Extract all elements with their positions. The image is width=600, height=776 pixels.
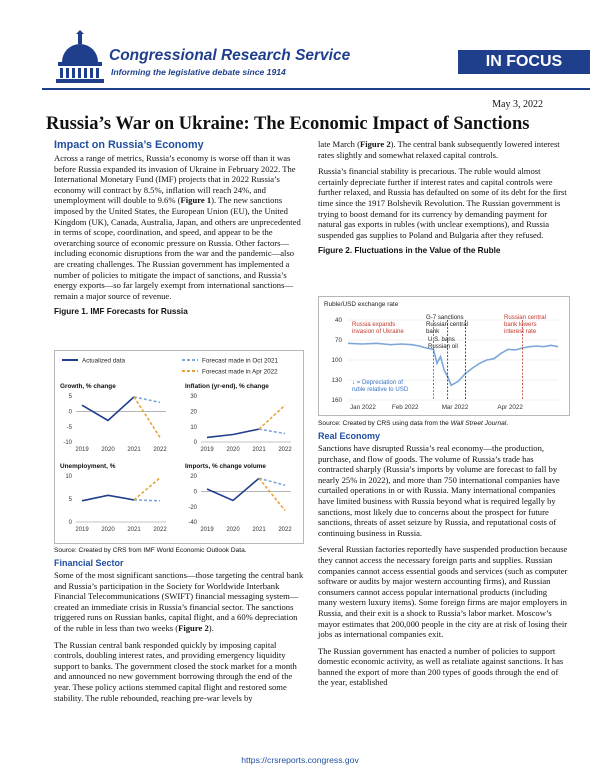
annotation-line: interest rate	[504, 328, 537, 335]
figure2-chart	[318, 296, 570, 416]
x-tick-label: 2020	[226, 527, 240, 533]
x-tick-label: 2019	[200, 447, 214, 453]
y-tick-label: -10	[63, 440, 72, 447]
y-tick-label: 0	[193, 440, 197, 447]
section-heading-real: Real Economy	[318, 431, 381, 441]
y-tick-label: 30	[190, 394, 197, 401]
annotation-line: Russian central	[504, 314, 546, 321]
paragraph-impact	[54, 153, 304, 301]
paragraph-real-2: Several Russian factories reportedly have suspended production because they cannot access the necessary foreign parts and supplies. Russian companies cannot access essential goods and services (such as computer software or audits by major western accounting firms), and Russian consumers cannot access popular international products (including many western luxury items). Some foreign firms are major employers in Russia, and their exit is a shock to Russia’s labor market. Moscow’s mayor estimates that 200,000 people in the city are at risk of losing their jobs as international companies exit.	[318, 544, 568, 640]
subplot-title: Unemployment, %	[60, 463, 116, 470]
x-tick-label: 2020	[101, 447, 115, 453]
y-tick-label: -40	[188, 520, 197, 527]
crs-logo-icon	[54, 28, 106, 86]
text-run: .	[506, 420, 509, 427]
text-run: late March (	[318, 139, 360, 149]
x-tick-label: Feb 2022	[391, 404, 419, 411]
y-tick-label: 70	[334, 337, 342, 345]
y-tick-label: 40	[334, 317, 342, 325]
paragraph-real-1: Sanctions have disrupted Russia’s real economy—the production, purchase, and flow of goods. The volume of Russia’s trade has contracted sharply (Russia’s imports by volume are forecast to fall by nearly 25% in 2022), and more than 750 international companies have curtailed operations in or with Russia. Many international companies have limited business with Russia beyond what is required legally by sanctions, most likely due to concerns about the prospect for future sanctions, threats of asset seizure by Russia, and reputational costs of continuing business in Russia.	[318, 443, 560, 538]
footer-link[interactable]: https://crsreports.congress.gov	[241, 755, 359, 765]
y-tick-label: 5	[68, 497, 72, 504]
figure1-caption: Figure 1. IMF Forecasts for Russia	[54, 307, 188, 317]
y-tick-label: 0	[68, 520, 72, 527]
left-column-bottom	[54, 558, 304, 709]
left-column-top	[54, 139, 304, 317]
annotation-depreciation	[352, 379, 409, 393]
annotation-line: bank lowers	[504, 321, 537, 328]
figure1-source: Source: Created by CRS from IMF World Economic Outlook Data.	[54, 547, 247, 554]
paragraph-stability: Russia’s financial stability is precarious. The ruble would almost certainly depreciate further if interest rates and capital controls were further relaxed, and Russia has defaulted on some of its debt for the first time since the 1917 Bolshevik Revolution. The Russian government is trying to boost demand for its currency by demanding payment for natural gas exports in rubles (with unclear exemptions), and Russia suspended gas supplies to Poland and Bulgaria after they refused.	[318, 166, 567, 240]
x-tick-label: Jan 2022	[350, 404, 376, 411]
y-tick-label: 0	[68, 409, 72, 416]
text-run: ). The new sanctions imposed by the United States, the European Union (EU), the United Kingdom (UK), Canada, Australia, Japan, and others are unprecedented in terms of scope, coordination, and speed, and appear to be the overarching source of economic pressure on Russia. Other factors—including economic disruptions from the war and the pandemic—also are creating challenges. The Russian government has implemented a number of policies to mitigate the impact of sanctions, and Russia’s energy exports—so far largely exempt from international sanctions—remain a major source of revenue.	[54, 195, 301, 301]
legend-label: Forecast made in Apr 2022	[202, 368, 278, 376]
x-tick-label: 2022	[153, 447, 167, 453]
figure-ref: Figure 2	[178, 622, 209, 633]
figure2-caption: Figure 2. Fluctuations in the Value of the Ruble	[318, 246, 501, 256]
y-tick-label: 5	[68, 394, 72, 401]
x-tick-label: 2020	[226, 447, 240, 453]
y-tick-label: 100	[331, 357, 342, 365]
y-axis-label: Ruble/USD exchange rate	[324, 301, 399, 308]
y-tick-label: 10	[65, 474, 72, 481]
y-tick-label: 0	[193, 489, 197, 496]
y-tick-label: 20	[190, 474, 197, 481]
annotation-line: Russian central	[426, 321, 468, 328]
x-tick-label: 2020	[101, 527, 115, 533]
org-name: Congressional Research Service	[109, 47, 351, 64]
page-title: Russia’s War on Ukraine: The Economic Impact of Sanctions	[46, 114, 530, 134]
publication-date: May 3, 2022	[492, 99, 543, 110]
x-tick-label: Mar 2022	[441, 404, 469, 411]
y-tick-label: -20	[188, 504, 197, 511]
source-publication: Wall Street Journal	[450, 420, 507, 427]
annotation-line: Russian oil	[428, 343, 458, 350]
x-tick-label: 2019	[75, 447, 89, 453]
subplot-title: Inflation (yr-end), % change	[185, 383, 269, 390]
in-focus-badge: IN FOCUS	[458, 50, 590, 74]
figure1-frame	[55, 351, 304, 544]
x-tick-label: Apr 2022	[497, 404, 523, 411]
annotation-line: U.S. bans	[428, 336, 455, 343]
right-column-bottom	[318, 431, 568, 694]
annotation-line: ruble relative to USD	[352, 386, 409, 393]
x-tick-label: 2021	[127, 527, 141, 533]
y-tick-label: -5	[66, 424, 72, 431]
y-tick-label: 20	[190, 409, 197, 416]
annotation-line: Russia expands	[352, 321, 396, 328]
org-tagline: Informing the legislative debate since 1914	[111, 67, 286, 77]
text-run: Source: Created by CRS using data from the	[318, 420, 451, 427]
subplot-title: Imports, % change volume	[185, 463, 266, 470]
subplot-title: Growth, % change	[60, 383, 116, 390]
annotation-line: ↓ = Depreciation of	[352, 379, 403, 386]
x-tick-label: 2022	[278, 527, 292, 533]
annotation-line: bank	[426, 328, 440, 335]
paragraph-continued	[318, 139, 568, 160]
header-rule	[42, 88, 590, 90]
paragraph-financial-1	[54, 570, 304, 634]
x-tick-label: 2019	[75, 527, 89, 533]
x-tick-label: 2021	[252, 527, 266, 533]
text-run: Across a range of metrics, Russia’s economy is worse off than it was before Russia expanded its invasion of Ukraine in February 2022. The International Monetary Fund (IMF) projects that in 2022 Russia’s economy will contract by 8.5%, inflation will reach 24%, and unemployment will double to 9.6% (	[54, 153, 296, 206]
figure2-source	[318, 419, 570, 428]
legend-label: Forecast made in Oct 2021	[202, 357, 278, 365]
text-run: Some of the most significant sanctions—those targeting the central bank and Russia’s participation in the Society for Worldwide Interbank Financial Telecommunications (SWIFT) financial messaging system—created an immediate crisis in Russia’s financial sector. The sanctions triggered runs on Russian banks, capital flight, and a 60% depreciation of the ruble in less than two weeks (	[54, 570, 304, 633]
x-tick-label: 2022	[278, 447, 292, 453]
x-tick-label: 2019	[200, 527, 214, 533]
right-column-top	[318, 139, 568, 256]
figure-ref: Figure 2	[360, 139, 391, 149]
paragraph-financial-2: The Russian central bank responded quickly by imposing capital controls, doubling interest rates, and providing emergency liquidity support to banks. The government closed the stock market for a month and announced no new government borrowing through the end of the year. These policy actions stemmed capital flight and restored some stability. The ruble rebounded, reaching pre-war levels by	[54, 639, 297, 703]
section-heading-financial: Financial Sector	[54, 558, 124, 568]
y-tick-label: 10	[190, 424, 197, 431]
x-tick-label: 2022	[153, 527, 167, 533]
figure1-chart	[54, 350, 304, 544]
section-heading-impact: Impact on Russia’s Economy	[54, 139, 204, 151]
annotation-line: G-7 sanctions	[426, 314, 464, 321]
x-tick-label: 2021	[127, 447, 141, 453]
annotation-line: invasion of Ukraine	[352, 328, 404, 335]
paragraph-real-3: The Russian government has enacted a number of policies to support domestic economic activity, as well as retaliate against sanctions. It has banned the export of more than 200 types of goods through the end of the year, established	[318, 645, 564, 688]
annotation-oil	[428, 336, 458, 350]
text-run: ). The central bank subsequently lowered interest rates slightly and somewhat relaxed capital controls.	[318, 139, 560, 160]
y-tick-label: 160	[331, 397, 342, 405]
figure-ref: Figure 1	[180, 195, 212, 206]
x-tick-label: 2021	[252, 447, 266, 453]
legend-label: Actualized data	[82, 357, 126, 365]
text-run: ).	[208, 622, 214, 633]
y-tick-label: 130	[331, 377, 342, 385]
